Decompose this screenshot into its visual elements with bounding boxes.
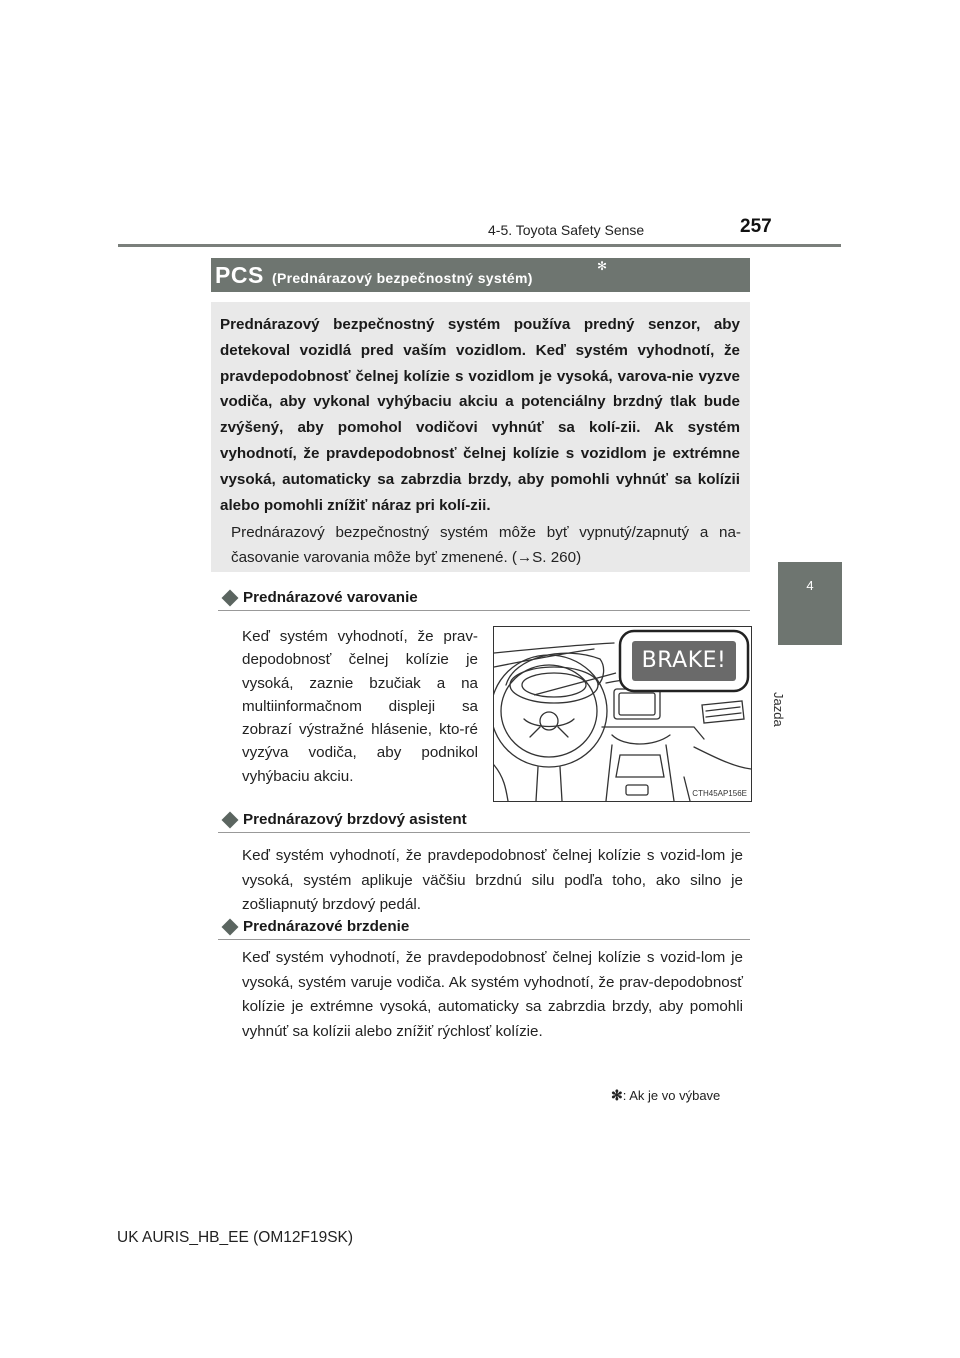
chapter-tab-label <box>771 646 814 727</box>
section-heading-brake-assist: Prednárazový brzdový asistent <box>243 811 467 828</box>
diamond-bullet-icon <box>222 812 239 829</box>
diamond-bullet-icon <box>222 590 239 607</box>
section-rule <box>218 939 750 940</box>
section-heading-braking: Prednárazové brzdenie <box>243 918 410 935</box>
chapter-tab-label-text: Jazda <box>771 692 786 727</box>
section-body-brake-assist: Keď systém vyhodnotí, že pravdepodobnosť čelnej kolízie s vozid-lom je vysoká, systém aplikuje väčšiu brzdnú silu podľa toho, ako silno je zošliapnutý brzdový pedál. <box>242 847 743 913</box>
brake-warning-text: BRAKE! <box>641 648 727 673</box>
section-body-braking: Keď systém vyhodnotí, že pravdepodobnosť čelnej kolízie s vozid-lom je vysoká, systém varuje vodiča. Ak systém vyhodnotí, že prav-depodobnosť kolízie je extrémne vysoká, automaticky sa zabrzdia brzdy, aby pomohli vyhnúť sa kolízii alebo znížiť rýchlosť kolízie. <box>242 949 743 1040</box>
intro-note: Prednárazový bezpečnostný systém môže byť vypnutý/zapnutý a na-časovanie varovania môže byť zmenené. (→S. 260) <box>231 524 741 566</box>
header-rule <box>118 244 841 247</box>
illustration-code: CTH45AP156E <box>692 789 747 798</box>
dashboard-illustration <box>493 626 752 802</box>
running-header-section: 4-5. Toyota Safety Sense <box>488 222 645 238</box>
footnote-text: : Ak je vo výbave <box>622 1088 721 1103</box>
diamond-bullet-icon <box>222 919 239 936</box>
chapter-tab <box>778 562 842 645</box>
section-title-main: PCS <box>215 262 264 288</box>
page-number: 257 <box>740 216 772 237</box>
footnote-asterisk: ✻ <box>611 1087 623 1103</box>
chapter-tab-number: 4 <box>806 578 814 593</box>
section-title-subtitle: (Prednárazový bezpečnostný systém) <box>272 270 533 286</box>
page-footer: UK AURIS_HB_EE (OM12F19SK) <box>117 1229 354 1246</box>
intro-paragraph: Prednárazový bezpečnostný systém používa predný senzor, aby detekoval vozidlá pred vaším vozidlom. Keď systém vyhodnotí, že pravdepodobnosť čelnej kolízie s vozidlom je vysoká, varova-nie vyzve vodiča, aby vykonal vyhýbaciu akciu a potenciálny brzdný tlak bude zvýšený, aby pomohol vodičovi vyhnúť sa kolí-zii. Ak systém vyhodnotí, že pravdepodobnosť čelnej kolízie s vozidlom je extrémne vysoká, automaticky sa zabrzdia brzdy, aby pomohli vyhnúť sa kolízii alebo pomohli znížiť náraz pri kolí-zii. <box>220 316 740 514</box>
section-heading-warning: Prednárazové varovanie <box>243 589 418 606</box>
section-body-warning: Keď systém vyhodnotí, že prav-depodobnosť čelnej kolízie je vysoká, zaznie bzučiak a na multiinformačnom displeji sa zobrazí výstražné hlásenie, kto-ré vyzýva vodiča, aby podnikol vyhýbaciu akciu. <box>242 628 478 785</box>
section-title-asterisk: ✻ <box>597 259 608 273</box>
section-rule <box>218 832 750 833</box>
footnote <box>611 1087 720 1104</box>
section-rule <box>218 610 750 611</box>
